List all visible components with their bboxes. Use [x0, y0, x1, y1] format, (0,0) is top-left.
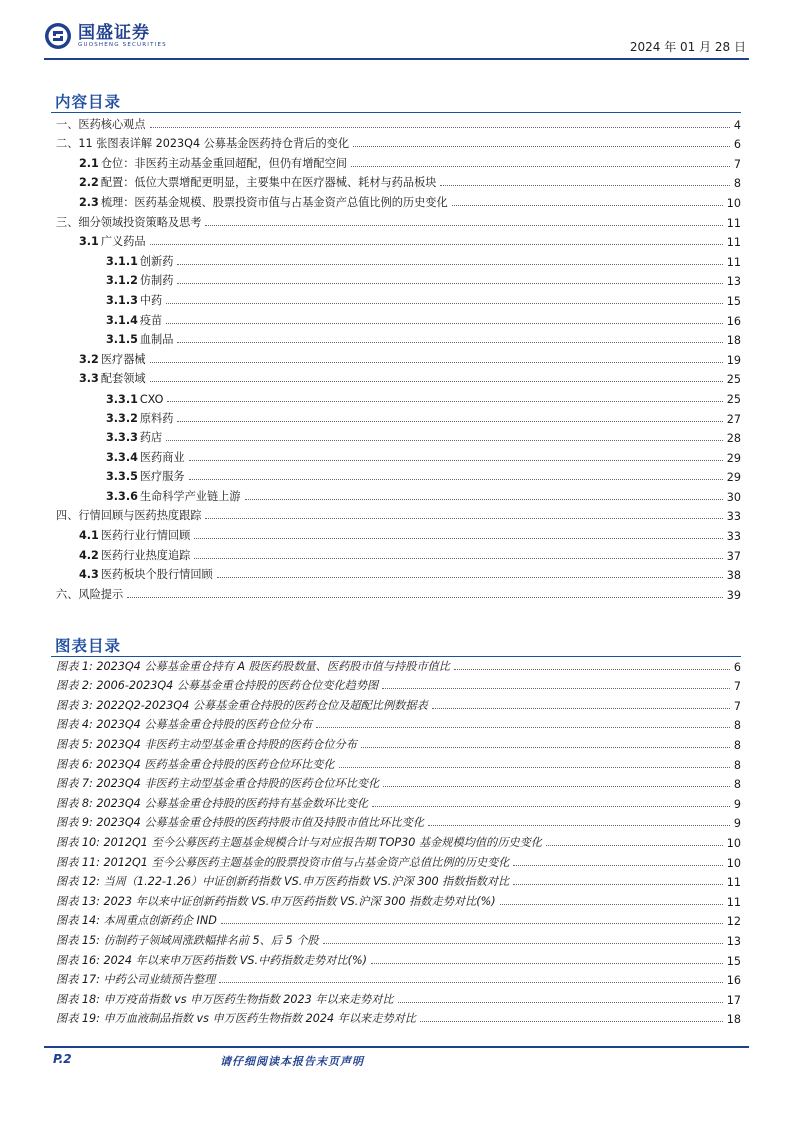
- figure-entry-label: 图表 14: 本周重点创新药企 IND: [56, 914, 217, 928]
- toc-leader-dots: [245, 499, 723, 500]
- figure-entry-label: 图表 12: 当周（1.22-1.26）中证创新药指数 VS.申万医药指数 VS.沪深 300 指数指数对比: [56, 875, 510, 889]
- figure-leader-dots: [546, 845, 723, 846]
- toc-entry-page: 6: [733, 138, 741, 152]
- toc-leader-dots: [353, 146, 730, 147]
- figure-entry-page: 10: [726, 836, 741, 850]
- figure-leader-dots: [382, 688, 730, 689]
- toc-entry-label: CXO: [139, 392, 164, 406]
- figure-entry-label: 图表 15: 仿制药子领域周涨跌幅排名前 5、后 5 个股: [56, 933, 319, 947]
- figure-entry[interactable]: [51, 948, 741, 968]
- toc-entry-page: 33: [726, 510, 741, 524]
- figure-entry-page: 8: [733, 778, 741, 792]
- toc-entry-page: 29: [726, 471, 741, 485]
- figure-entry-label: 图表 3: 2022Q2-2023Q4 公募基金重仓持股的医药仓位及超配比例数据表: [56, 698, 428, 712]
- toc-entry-page: 39: [726, 588, 741, 602]
- toc-entry-number: 3.1.3: [106, 293, 138, 307]
- figure-leader-dots: [316, 727, 730, 728]
- toc-entry-page: 37: [726, 549, 741, 563]
- toc-entry[interactable]: [51, 406, 741, 426]
- figure-entry-label: 图表 16: 2024 年以来申万医药指数 VS.中药指数走势对比(%): [56, 953, 367, 967]
- figure-entry[interactable]: [51, 772, 741, 792]
- toc-entry-number: 2.2: [79, 176, 99, 190]
- toc-leader-dots: [150, 127, 730, 128]
- toc-entry[interactable]: [51, 308, 741, 328]
- figure-entry-page: 17: [726, 993, 741, 1007]
- toc-leader-dots: [150, 244, 723, 245]
- figure-entry-page: 8: [733, 738, 741, 752]
- toc-entry-label: 梳理：医药基金规模、股票投资市值与占基金资产总值比例的历史变化: [100, 195, 448, 209]
- toc-leader-dots: [177, 283, 722, 284]
- footer-divider: [44, 1046, 749, 1048]
- toc-leader-dots: [440, 185, 729, 186]
- toc-entry-page: 25: [726, 392, 741, 406]
- figure-entry-page: 8: [733, 758, 741, 772]
- toc-leader-dots: [127, 597, 723, 598]
- figure-entry-label: 图表 2: 2006-2023Q4 公募基金重仓持股的医药仓位变化趋势图: [56, 679, 379, 693]
- toc-entry-number: 3.1.1: [106, 254, 138, 268]
- toc-entry[interactable]: [51, 249, 741, 269]
- figure-entry[interactable]: [51, 968, 741, 988]
- toc-entry-page: 7: [733, 157, 741, 171]
- toc-entry[interactable]: [51, 230, 741, 250]
- toc-entry-number: 3.3: [79, 372, 99, 386]
- toc-entry[interactable]: [51, 132, 741, 152]
- figure-entry-label: 图表 6: 2023Q4 医药基金重仓持股的医药仓位环比变化: [56, 757, 335, 771]
- toc-entry[interactable]: [51, 269, 741, 289]
- toc-entry-page: 29: [726, 451, 741, 465]
- toc-entry-label: 中药: [139, 293, 163, 307]
- brand-name-en: GUOSHENG SECURITIES: [78, 41, 167, 48]
- toc-leader-dots: [194, 558, 722, 559]
- toc-entry-label: 仿制药: [139, 274, 174, 288]
- toc-leader-dots: [167, 401, 722, 402]
- toc-leader-dots: [194, 538, 722, 539]
- toc-entry[interactable]: [51, 523, 741, 543]
- toc-entry[interactable]: [51, 171, 741, 191]
- figure-entry-page: 11: [726, 876, 741, 890]
- toc-entry[interactable]: [51, 465, 741, 485]
- figure-entry-page: 9: [733, 797, 741, 811]
- toc-entry-page: 28: [726, 432, 741, 446]
- toc-leader-dots: [166, 323, 723, 324]
- footer-page-number: P.2: [53, 1052, 72, 1066]
- figure-leader-dots: [371, 963, 723, 964]
- toc-title: 内容目录: [55, 93, 122, 111]
- toc-entry-label: 血制品: [139, 333, 174, 347]
- toc-entry-number: 3.3.3: [106, 431, 138, 445]
- toc-entry-page: 25: [726, 373, 741, 387]
- toc-entry[interactable]: [51, 210, 741, 230]
- toc-entry-number: 4.2: [79, 548, 99, 562]
- brand-logo: [44, 22, 167, 50]
- toc-leader-dots: [177, 342, 722, 343]
- toc-entry-label: 药店: [139, 431, 163, 445]
- figure-entry[interactable]: [51, 987, 741, 1007]
- toc-entry-label: 医药行业热度追踪: [100, 548, 191, 562]
- figure-entry[interactable]: [51, 674, 741, 694]
- figure-leader-dots: [323, 943, 723, 944]
- figure-leader-dots: [372, 806, 730, 807]
- header-divider: [44, 58, 749, 60]
- toc-leader-dots: [189, 479, 723, 480]
- toc-leader-dots: [217, 577, 723, 578]
- figure-leader-dots: [383, 786, 730, 787]
- figure-entry-label: 图表 11: 2012Q1 至今公募医药主题基金的股票投资市值与占基金资产总值比例的历史变化: [56, 855, 510, 869]
- toc-leader-dots: [166, 303, 723, 304]
- toc-entry-label: 疫苗: [139, 313, 163, 327]
- figure-entry-label: 图表 18: 申万疫苗指数 vs 申万医药生物指数 2023 年以来走势对比: [56, 992, 394, 1006]
- toc-entry[interactable]: [51, 582, 741, 602]
- toc-entry[interactable]: [51, 367, 741, 387]
- figure-leader-dots: [428, 825, 730, 826]
- toc-entry-page: 38: [726, 569, 741, 583]
- figure-entry-label: 图表 10: 2012Q1 至今公募医药主题基金规模合计与对应报告期 TOP30 基金规模均值的历史变化: [56, 835, 542, 849]
- toc-leader-dots: [150, 362, 723, 363]
- toc-leader-dots: [452, 205, 723, 206]
- figure-leader-dots: [219, 982, 722, 983]
- figure-entry[interactable]: [51, 850, 741, 870]
- figure-entry-page: 18: [726, 1013, 741, 1027]
- toc-entry-number: 3.1.4: [106, 313, 138, 327]
- toc-entry-label: 二、11 张图表详解 2023Q4 公募基金医药持仓背后的变化: [56, 137, 350, 151]
- toc-entry-number: 4.1: [79, 529, 99, 543]
- figure-entry-label: 图表 8: 2023Q4 公募基金重仓持股的医药持有基金数环比变化: [56, 796, 369, 810]
- figure-entry-label: 图表 9: 2023Q4 公募基金重仓持股的医药持股市值及持股市值比环比变化: [56, 816, 425, 830]
- figure-leader-dots: [432, 708, 730, 709]
- toc-entry-label: 配套领域: [100, 372, 146, 386]
- figure-leader-dots: [513, 884, 723, 885]
- toc-entry[interactable]: [51, 151, 741, 171]
- toc-entry-label: 仓位：非医药主动基金重回超配，但仍有增配空间: [100, 156, 347, 170]
- figure-entry[interactable]: [51, 889, 741, 909]
- figure-leader-dots: [398, 1002, 723, 1003]
- figure-entry-label: 图表 7: 2023Q4 非医药主动型基金重仓持股的医药仓位环比变化: [56, 777, 380, 791]
- figure-entry[interactable]: [51, 752, 741, 772]
- figure-leader-dots: [454, 669, 730, 670]
- toc-entry-page: 11: [726, 255, 741, 269]
- figure-entry-page: 7: [733, 680, 741, 694]
- figure-leader-dots: [339, 767, 730, 768]
- figure-leader-dots: [361, 747, 730, 748]
- figure-entry-page: 9: [733, 817, 741, 831]
- toc-entry-number: 3.1.5: [106, 333, 138, 347]
- toc-entry-page: 11: [726, 216, 741, 230]
- toc-entry-number: 3.3.6: [106, 489, 138, 503]
- toc-entry-label: 创新药: [139, 254, 174, 268]
- toc-entry-label: 一、医药核心观点: [56, 117, 146, 131]
- figure-entry-page: 16: [726, 974, 741, 988]
- toc-entry-label: 医药板块个股行情回顾: [100, 568, 213, 582]
- list-of-figures: [51, 654, 741, 1026]
- figure-entry-page: 12: [726, 915, 741, 929]
- figure-entry-page: 13: [726, 934, 741, 948]
- toc-entry-number: 3.3.5: [106, 470, 138, 484]
- brand-name-cn: 国盛证券: [78, 22, 150, 43]
- figure-leader-dots: [420, 1021, 723, 1022]
- figure-entry[interactable]: [51, 928, 741, 948]
- figure-leader-dots: [513, 865, 722, 866]
- page-header: [0, 0, 793, 62]
- toc-entry-label: 医疗服务: [139, 470, 185, 484]
- figure-entry-label: 图表 17: 中药公司业绩预告整理: [56, 973, 216, 987]
- toc-entry[interactable]: [51, 504, 741, 524]
- figure-entry-page: 8: [733, 719, 741, 733]
- toc-entry-label: 三、细分领域投资策略及思考: [56, 215, 202, 229]
- figure-leader-dots: [221, 923, 723, 924]
- figure-entry-label: 图表 19: 申万血液制品指数 vs 申万医药生物指数 2024 年以来走势对比: [56, 1012, 416, 1026]
- toc-entry[interactable]: [51, 426, 741, 446]
- toc-entry[interactable]: [51, 190, 741, 210]
- figures-title: 图表目录: [55, 637, 122, 655]
- toc-entry-number: 3.2: [79, 352, 99, 366]
- figure-entry[interactable]: [51, 732, 741, 752]
- toc-leader-dots: [150, 381, 723, 382]
- figure-entry-label: 图表 1: 2023Q4 公募基金重仓持有 A 股医药股数量、医药股市值与持股市值比: [56, 659, 450, 673]
- figure-entry[interactable]: [51, 791, 741, 811]
- figure-entry-label: 图表 5: 2023Q4 非医药主动型基金重仓持股的医药仓位分布: [56, 737, 357, 751]
- toc-entry-label: 医药行业行情回顾: [100, 529, 191, 543]
- toc-entry-page: 10: [726, 196, 741, 210]
- toc-entry[interactable]: [51, 543, 741, 563]
- toc-entry-page: 30: [726, 490, 741, 504]
- toc-entry[interactable]: [51, 112, 741, 132]
- figure-entry[interactable]: [51, 811, 741, 831]
- toc-leader-dots: [205, 518, 722, 519]
- figure-entry-page: 6: [733, 660, 741, 674]
- figure-leader-dots: [500, 904, 723, 905]
- toc-entry-page: 33: [726, 530, 741, 544]
- toc-entry[interactable]: [51, 386, 741, 406]
- toc-entry-label: 医药商业: [139, 450, 185, 464]
- toc-entry[interactable]: [51, 288, 741, 308]
- toc-entry-number: 3.1.2: [106, 274, 138, 288]
- toc-entry-number: 3.3.4: [106, 450, 138, 464]
- toc-entry-page: 15: [726, 294, 741, 308]
- toc-entry[interactable]: [51, 445, 741, 465]
- toc-entry-label: 医疗器械: [100, 352, 146, 366]
- toc-entry[interactable]: [51, 328, 741, 348]
- figure-entry[interactable]: [51, 870, 741, 890]
- toc-entry[interactable]: [51, 484, 741, 504]
- footer-disclaimer: 请仔细阅读本报告末页声明: [220, 1055, 364, 1068]
- toc-entry-number: 2.3: [79, 195, 99, 209]
- toc-entry-page: 4: [733, 118, 741, 132]
- figure-entry-page: 7: [733, 699, 741, 713]
- toc-entry-page: 18: [726, 334, 741, 348]
- toc-leader-dots: [177, 264, 722, 265]
- toc-entry-number: 3.3.2: [106, 411, 138, 425]
- figure-entry[interactable]: [51, 830, 741, 850]
- figure-entry[interactable]: [51, 909, 741, 929]
- toc-leader-dots: [205, 225, 722, 226]
- figure-entry-page: 15: [726, 954, 741, 968]
- toc-entry-label: 四、行情回顾与医药热度跟踪: [56, 509, 202, 523]
- brand-mark-icon: [44, 22, 72, 50]
- toc-leader-dots: [189, 460, 723, 461]
- toc-entry-page: 13: [726, 275, 741, 289]
- figure-entry[interactable]: [51, 1007, 741, 1027]
- toc-entry-label: 六、风险提示: [56, 587, 124, 601]
- toc-entry-number: 4.3: [79, 568, 99, 582]
- figure-entry-label: 图表 13: 2023 年以来中证创新药指数 VS.申万医药指数 VS.沪深 300 指数走势对比(%): [56, 894, 496, 908]
- toc-entry-number: 3.1: [79, 235, 99, 249]
- toc-leader-dots: [166, 440, 723, 441]
- toc-entry-page: 11: [726, 236, 741, 250]
- toc-leader-dots: [351, 166, 730, 167]
- figure-entry[interactable]: [51, 654, 741, 674]
- toc-entry-page: 16: [726, 314, 741, 328]
- toc-entry[interactable]: [51, 347, 741, 367]
- toc-entry-label: 原料药: [139, 411, 174, 425]
- toc-entry[interactable]: [51, 563, 741, 583]
- toc-entry-label: 广义药品: [100, 235, 146, 249]
- report-date: 2024 年 01 月 28 日: [629, 40, 746, 54]
- toc-entry-label: 生命科学产业链上游: [139, 489, 241, 503]
- figure-entry[interactable]: [51, 713, 741, 733]
- figure-entry-page: 10: [726, 856, 741, 870]
- figure-entry[interactable]: [51, 693, 741, 713]
- toc-entry-number: 2.1: [79, 156, 99, 170]
- figure-entry-label: 图表 4: 2023Q4 公募基金重仓持股的医药仓位分布: [56, 718, 313, 732]
- toc-leader-dots: [177, 421, 722, 422]
- table-of-contents: [51, 112, 741, 602]
- toc-entry-number: 3.3.1: [106, 392, 138, 406]
- toc-entry-page: 27: [726, 412, 741, 426]
- toc-entry-label: 配置：低位大票增配更明显，主要集中在医疗器械、耗材与药品板块: [100, 176, 437, 190]
- toc-entry-page: 19: [726, 353, 741, 367]
- figure-entry-page: 11: [726, 895, 741, 909]
- toc-entry-page: 8: [733, 177, 741, 191]
